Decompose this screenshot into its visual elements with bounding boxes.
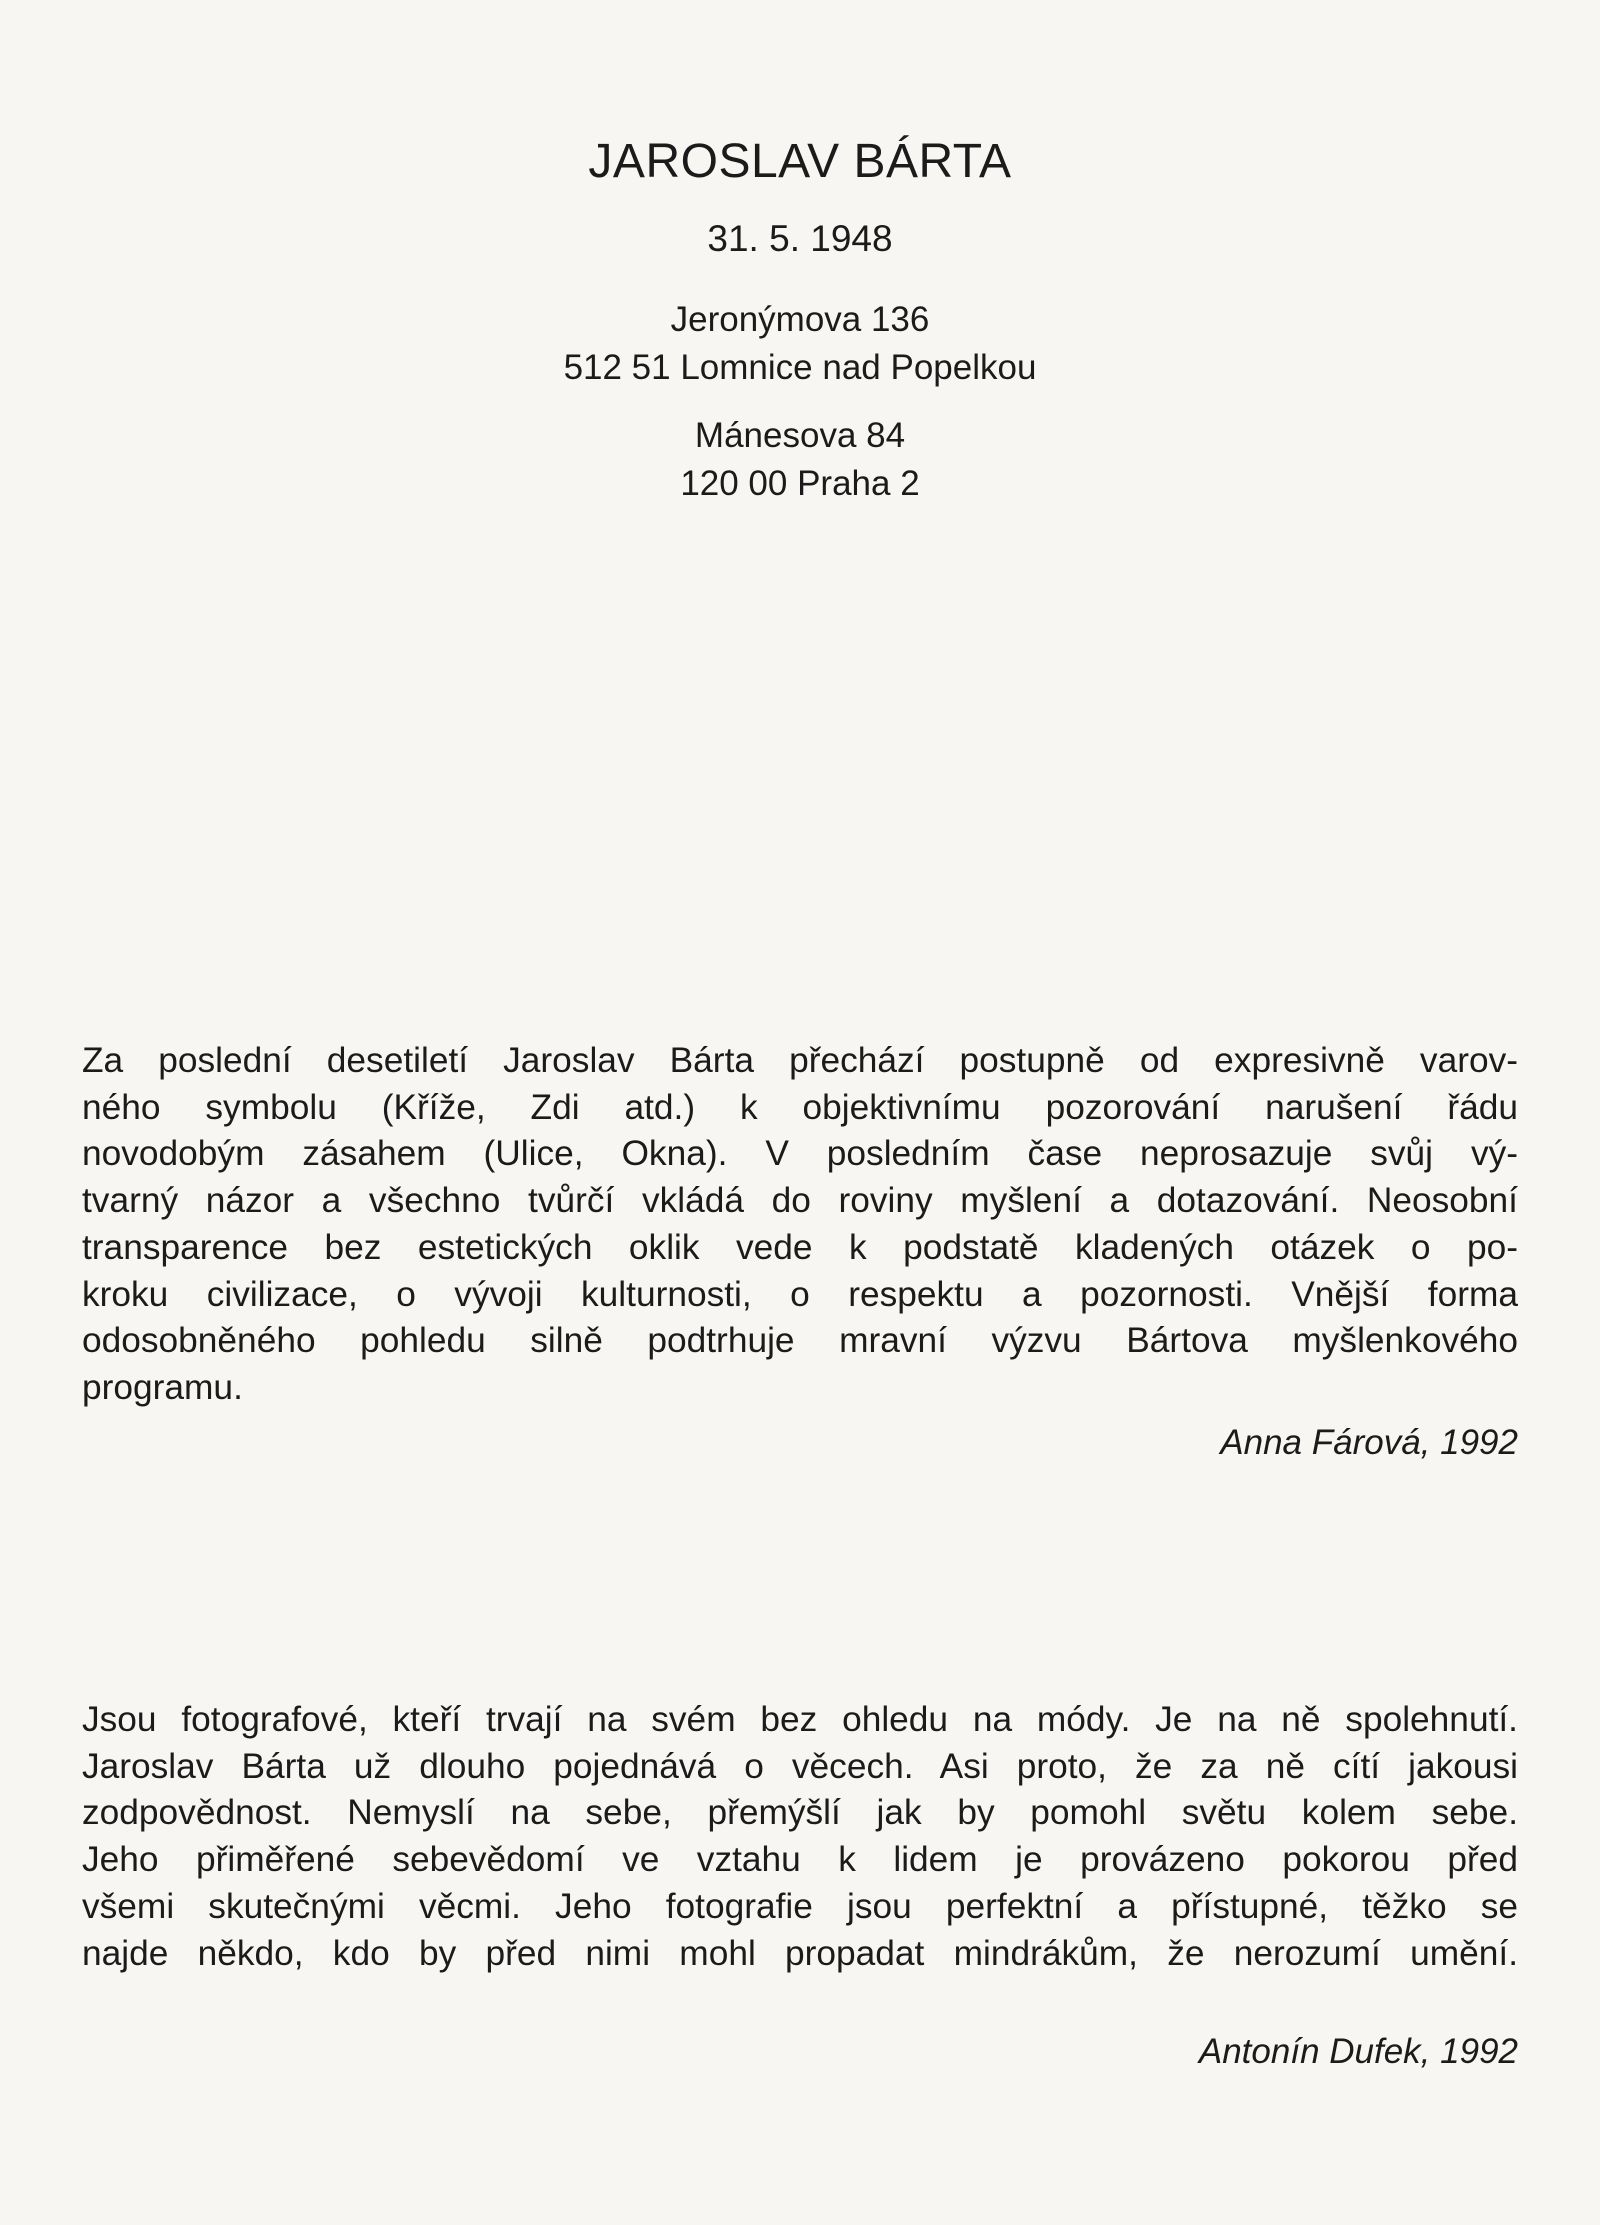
- paragraph-line: Za poslední desetiletí Jaroslav Bárta přechází postupně od expresivně varov-: [82, 1041, 1518, 1080]
- paragraph-line: zodpovědnost. Nemyslí na sebe, přemýšlí jak by pomohl světu kolem sebe.: [82, 1793, 1518, 1833]
- address-praha: [0, 412, 1600, 508]
- header: [0, 132, 1600, 508]
- paragraph: [82, 1697, 1518, 1977]
- paragraph-line: kroku civilizace, o vývoji kulturnosti, o respektu a pozornosti. Vnější forma: [82, 1274, 1518, 1314]
- paragraph-line: Jsou fotografové, kteří trvají na svém bez ohledu na módy. Je na ně spolehnutí.: [82, 1700, 1518, 1739]
- paragraph-line: všemi skutečnými věcmi. Jeho fotografie jsou perfektní a přístupné, těžko se: [82, 1886, 1518, 1926]
- paragraph-line: programu.: [82, 1367, 243, 1407]
- address-city: 512 51 Lomnice nad Popelkou: [563, 348, 1037, 387]
- signature: Anna Fárová, 1992: [1220, 1422, 1518, 1462]
- text-block-dufek: [82, 1697, 1518, 2075]
- birth-date: 31. 5. 1948: [707, 218, 893, 259]
- paragraph-line: novodobým zásahem (Ulice, Okna). V posledním čase neprosazuje svůj vý-: [82, 1134, 1518, 1174]
- address-city: 120 00 Praha 2: [680, 464, 920, 503]
- paragraph-line: transparence bez estetických oklik vede k podstatě kladených otázek o po-: [82, 1227, 1518, 1267]
- paragraph-line: Jaroslav Bárta už dlouho pojednává o věcech. Asi proto, že za ně cítí jakousi: [82, 1746, 1518, 1786]
- signature: Antonín Dufek, 1992: [1198, 2032, 1518, 2072]
- paragraph: [82, 1038, 1518, 1412]
- text-block-farova: [82, 1038, 1518, 1466]
- paragraph-line: ného symbolu (Kříže, Zdi atd.) k objektivnímu pozorování narušení řádu: [82, 1087, 1518, 1127]
- paragraph-line: odosobněného pohledu silně podtrhuje mravní výzvu Bártova myšlenkového: [82, 1321, 1518, 1361]
- paragraph-line: tvarný názor a všechno tvůrčí vkládá do roviny myšlení a dotazování. Neosobní: [82, 1181, 1518, 1221]
- paragraph-line: najde někdo, kdo by před nimi mohl propadat mindrákům, že nerozumí umění.: [82, 1933, 1518, 1973]
- artist-name: JAROSLAV BÁRTA: [588, 135, 1012, 188]
- paragraph-line: Jeho přiměřené sebevědomí ve vztahu k lidem je provázeno pokorou před: [82, 1840, 1518, 1880]
- address-lomnice: [0, 296, 1600, 392]
- address-street: Mánesova 84: [694, 416, 906, 455]
- address-street: Jeronýmova 136: [670, 300, 930, 339]
